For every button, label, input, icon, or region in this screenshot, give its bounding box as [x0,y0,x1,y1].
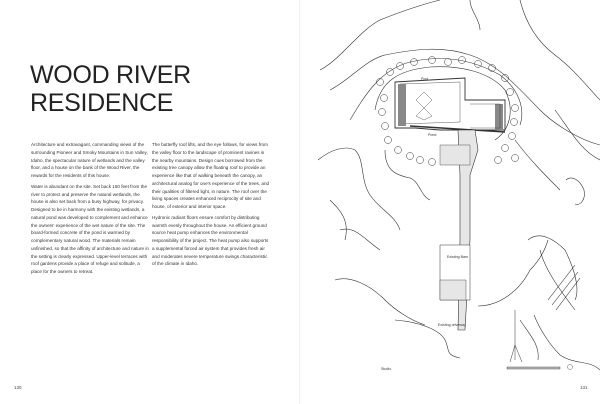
page-number-left: 130 [14,385,22,390]
label-pond: Pond [428,133,437,137]
page-number-right: 131 [580,385,588,390]
paragraph: Architecture and extravagant, commanding views of the surrounding Pioneer and Smoky Mountains in Sun Valley, Idaho, the spectacular nature of wetlands and the valley floor, and a house on the bank of the Wood River, the rewards for the residents of this house. [31,142,148,178]
label-driveway: Existing driveway [438,323,466,327]
label-studio: Studio [381,367,392,371]
driveway [440,130,478,330]
label-barn: Existing Barn [447,255,469,259]
paragraph: Water is abundant on the site. Set back 150 feet from the river to protect and preserve the natural wetlands, the house is also set back from a busy highway, for privacy. Designed to be in harmony with the existing wetlands, a natural pond was developed to complement and enhance the owners' experience of the wet nature of the site. The board-formed concrete of the pond is warmed by complementary natural wood. The materials remain unfinished, so that the affinity of architecture and nature in the setting is clearly expressed. Upper-level terraces with roof gardens provide a place of refuge and solitude, a place for the owners to retreat. [31,183,149,274]
title-line-1: WOOD RIVER [30,61,191,89]
label-pool: Pool [421,77,429,81]
paragraph: The butterfly roof lifts, and the eye follows, for views from the valley floor to the landscape of prominent ravines in the nearby mountains. Design cues borrowed from the existing tree canopy allow the floating roof to provide an experience like that of walking beneath the canopy, an architectural analog for one's experience of the trees, and their qualities of filtered light, in nature. The roof over the living spaces creates enhanced reciprocity of site and house, of exterior and interior space. [152,142,270,209]
house-footprint [395,78,505,132]
title-line-2: RESIDENCE [30,89,174,117]
scale-bar [507,310,573,370]
paragraph: Hydronic radiant floors ensure comfort by distributing warmth evenly throughout the house. An efficient ground source heat pump enhances the environmental responsibility of the project. The heat pump also supports a supplemental forced air system that provides fresh air and moderates severe temperature swings characteristic of the climate in Idaho. [152,214,269,267]
north-arrow-icon [568,365,573,370]
